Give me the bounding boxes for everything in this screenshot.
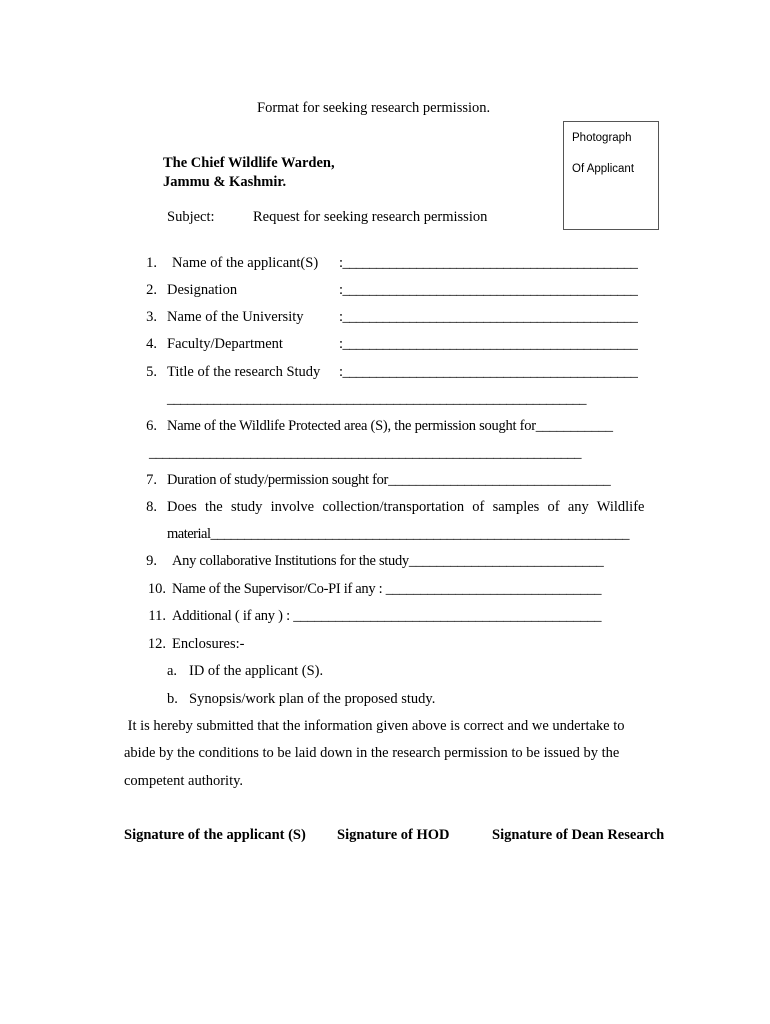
designation-field[interactable]: :____________________________________________ (339, 282, 638, 298)
designation-label: Designation (167, 282, 238, 298)
faculty-department-field[interactable]: :____________________________________________ (339, 336, 638, 352)
item-number: 7. (146, 472, 157, 488)
enclosures-label: Enclosures:- (172, 636, 245, 652)
subject-text: Request for seeking research permission (253, 209, 488, 225)
enclosure-letter: b. (167, 691, 178, 707)
item-number: 12. (147, 636, 166, 652)
protected-area-field[interactable]: Name of the Wildlife Protected area (S), the permission sought for___________ (167, 418, 613, 434)
item-number: 9. (146, 553, 157, 569)
item-number: 11. (148, 608, 166, 624)
item-number: 10. (147, 581, 166, 597)
research-title-label: Title of the research Study (167, 364, 321, 380)
collaborative-institutions-field[interactable]: Any collaborative Institutions for the study____________________________ (172, 553, 604, 569)
enclosure-item: Synopsis/work plan of the proposed study. (189, 691, 436, 707)
applicant-signature-label: Signature of the applicant (S) (124, 827, 306, 843)
addressee-line-2: Jammu & Kashmir. (163, 174, 287, 190)
supervisor-field[interactable]: Name of the Supervisor/Co-PI if any : _______________________________ (172, 581, 602, 597)
faculty-department-label: Faculty/Department (167, 336, 283, 352)
additional-field[interactable]: Additional ( if any ) : ____________________________________________ (172, 608, 602, 624)
university-field[interactable]: :____________________________________________ (339, 309, 638, 325)
research-title-continuation[interactable]: _______________________________________________________________ (167, 391, 586, 407)
subject-label: Subject: (167, 209, 215, 225)
enclosure-item: ID of the applicant (S). (189, 663, 324, 679)
enclosure-letter: a. (167, 663, 178, 679)
university-label: Name of the University (167, 309, 304, 325)
photograph-label: Photograph (572, 132, 632, 144)
duration-field[interactable]: Duration of study/permission sought for________________________________ (167, 472, 611, 488)
protected-area-continuation[interactable]: ________________________________________________________________ (149, 445, 581, 461)
declaration-line: It is hereby submitted that the information given above is correct and we undertake to (124, 718, 625, 734)
item-number: 1. (146, 255, 157, 271)
photograph-box (563, 121, 659, 230)
item-number: 2. (146, 282, 157, 298)
declaration-line: competent authority. (124, 773, 244, 789)
research-title-field[interactable]: :____________________________________________ (339, 364, 638, 380)
samples-question: Does the study involve collection/transportation of samples of any Wildlife (167, 499, 645, 515)
applicant-name-label: Name of the applicant(S) (172, 255, 319, 271)
item-number: 4. (146, 336, 157, 352)
item-number: 6. (146, 418, 157, 434)
dean-signature-label: Signature of Dean Research (492, 827, 665, 843)
item-number: 8. (146, 499, 157, 515)
of-applicant-label: Of Applicant (572, 163, 635, 175)
declaration-line: abide by the conditions to be laid down in the research permission to be issued by the (124, 745, 620, 761)
hod-signature-label: Signature of HOD (337, 827, 450, 843)
addressee-line-1: The Chief Wildlife Warden, (163, 155, 335, 171)
applicant-name-field[interactable]: :____________________________________________ (339, 255, 638, 271)
samples-field[interactable]: material______________________________________________________________ (167, 526, 630, 542)
item-number: 5. (146, 364, 157, 380)
page-title: Format for seeking research permission. (257, 100, 491, 116)
item-number: 3. (146, 309, 157, 325)
